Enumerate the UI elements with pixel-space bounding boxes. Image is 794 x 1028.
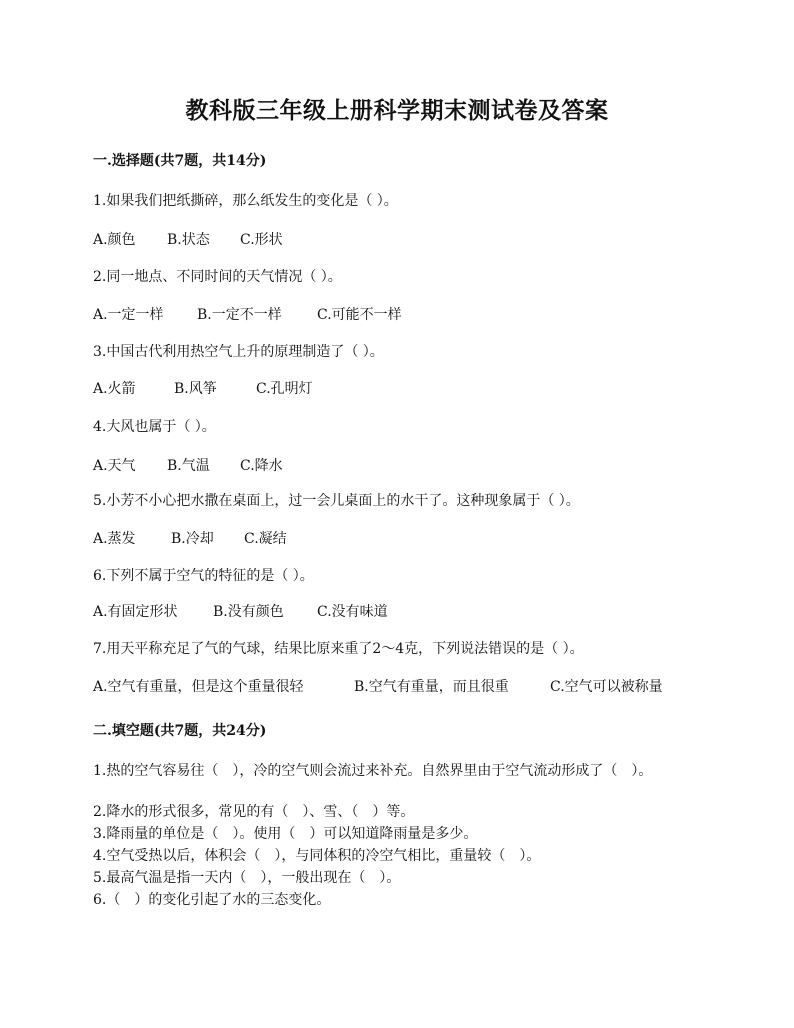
question-5: 5.小芳不小心把水撒在桌面上，过一会儿桌面上的水干了。这种现象属于（ ）。 [93,493,580,509]
option-b: B.风筝 [174,381,217,397]
question-2-options [93,304,402,324]
option-c: C.空气可以被称量 [550,679,663,695]
question-3: 3.中国古代利用热空气上升的原理制造了（ ）。 [93,344,384,360]
section-heading-fill: 二.填空题(共7题，共24分) [93,723,267,739]
question-4-options [93,455,283,475]
option-a: A.有固定形状 [93,604,178,620]
question-3-options [93,378,313,398]
option-b: B.冷却 [171,531,214,547]
question-6-options [93,601,388,621]
fill-item-6: 6.（ ）的变化引起了水的三态变化。 [93,892,331,908]
question-7: 7.用天平称充足了气的气球，结果比原来重了2～4克，下列说法错误的是（ ）。 [93,641,584,657]
option-a: A.空气有重量，但是这个重量很轻 [93,679,304,695]
question-5-options [93,528,287,548]
fill-item-2: 2.降水的形式很多，常见的有（ ）、雪、（ ）等。 [93,804,415,820]
option-b: B.没有颜色 [213,604,284,620]
option-b: B.空气有重量，而且很重 [354,679,509,695]
option-c: C.凝结 [244,531,287,547]
fill-item-4: 4.空气受热以后，体积会（ ），与同体积的冷空气相比，重量较（ ）。 [93,848,541,864]
option-c: C.形状 [240,232,283,248]
option-b: B.状态 [167,232,210,248]
option-b: B.一定不一样 [197,307,282,323]
option-a: A.蒸发 [93,531,136,547]
question-6: 6.下列不属于空气的特征的是（ ）。 [93,568,314,584]
fill-item-5: 5.最高气温是指一天内（ ），一般出现在（ ）。 [93,870,401,886]
option-a: A.火箭 [93,381,136,397]
option-a: A.颜色 [93,232,136,248]
section-heading-choice: 一.选择题(共7题，共14分) [93,153,267,169]
option-a: A.天气 [93,458,136,474]
option-c: C.没有味道 [317,604,388,620]
question-1: 1.如果我们把纸撕碎，那么纸发生的变化是（ ）。 [93,193,398,209]
fill-item-1: 1.热的空气容易往（ ），冷的空气则会流过来补充。自然界里由于空气流动形成了（ ）。 [93,763,653,779]
option-b: B.气温 [167,458,210,474]
question-1-options [93,229,283,249]
question-7-options [93,676,663,696]
option-c: C.孔明灯 [256,381,313,397]
fill-item-3: 3.降雨量的单位是（ ）。使用（ ）可以知道降雨量是多少。 [93,826,478,842]
page-title: 教科版三年级上册科学期末测试卷及答案 [185,97,609,124]
option-c: C.降水 [240,458,283,474]
option-a: A.一定一样 [93,307,164,323]
question-2: 2.同一地点、不同时间的天气情况（ ）。 [93,269,342,285]
question-4: 4.大风也属于（ ）。 [93,419,216,435]
option-c: C.可能不一样 [317,307,402,323]
